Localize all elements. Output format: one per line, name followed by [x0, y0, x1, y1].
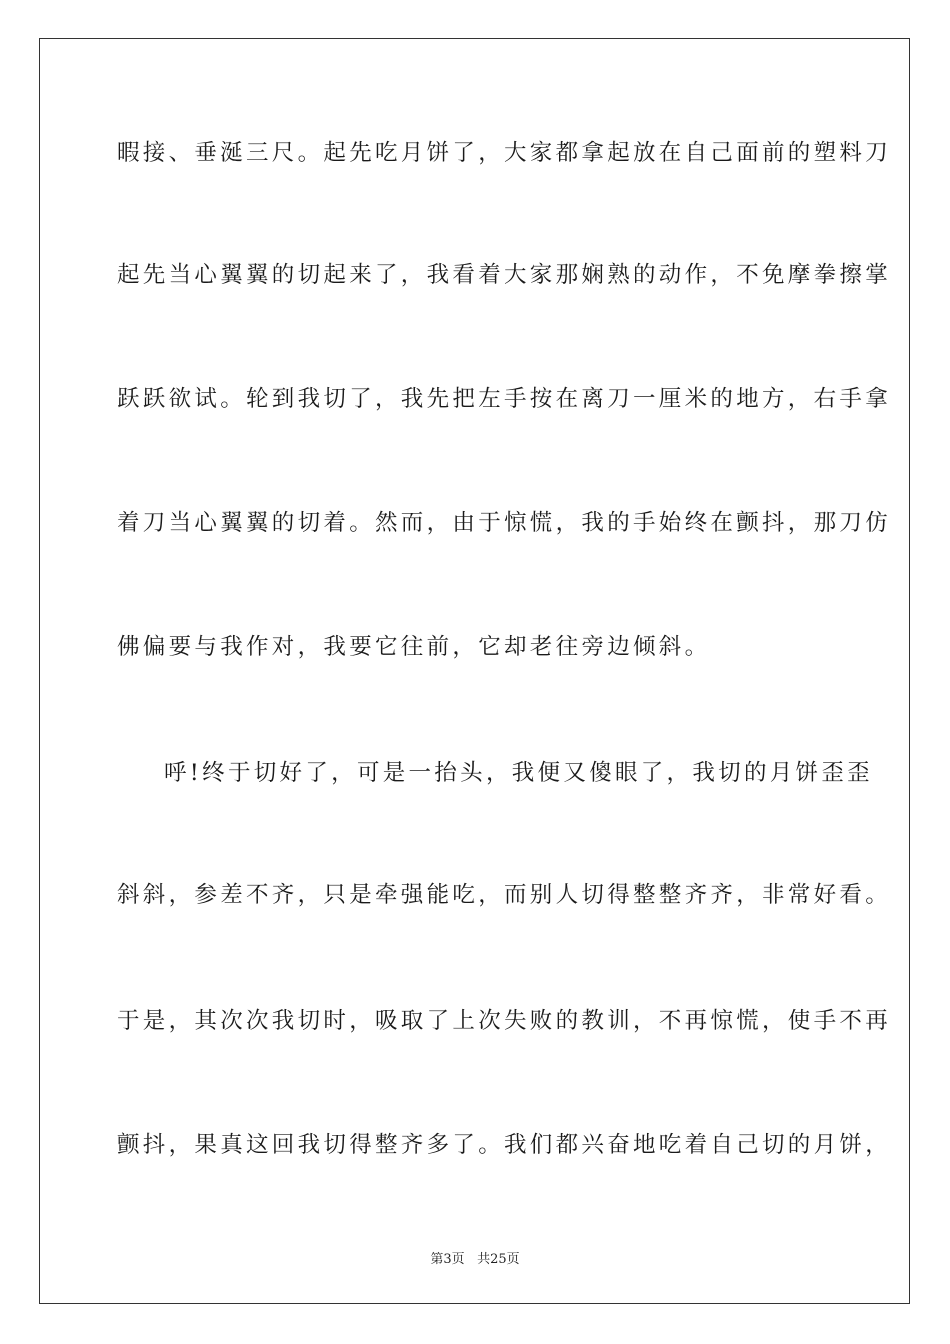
text-line-3: 跃跃欲试。轮到我切了，我先把左手按在离刀一厘米的地方，右手拿	[117, 386, 892, 412]
text-line-5: 佛偏要与我作对，我要它往前，它却老往旁边倾斜。	[117, 634, 711, 660]
page-total: 共25页	[477, 1252, 520, 1267]
text-line-4: 着刀当心翼翼的切着。然而，由于惊慌，我的手始终在颤抖，那刀仿	[117, 510, 892, 536]
page-footer	[0, 1248, 950, 1267]
text-line-1: 暇接、垂涎三尺。起先吃月饼了，大家都拿起放在自己面前的塑料刀	[117, 140, 892, 166]
text-line-8: 于是，其次次我切时，吸取了上次失败的教训，不再惊慌，使手不再	[117, 1008, 892, 1034]
text-line-9: 颤抖，果真这回我切得整齐多了。我们都兴奋地吃着自己切的月饼，	[117, 1132, 892, 1158]
page-border	[39, 38, 910, 1304]
page-number: 第3页	[430, 1252, 465, 1267]
text-line-2: 起先当心翼翼的切起来了，我看着大家那娴熟的动作，不免摩拳擦掌	[117, 262, 892, 288]
text-line-7: 斜斜，参差不齐，只是牵强能吃，而别人切得整整齐齐，非常好看。	[117, 882, 892, 908]
text-line-6-paragraph-start: 呼!终于切好了，可是一抬头，我便又傻眼了，我切的月饼歪歪	[164, 760, 873, 786]
